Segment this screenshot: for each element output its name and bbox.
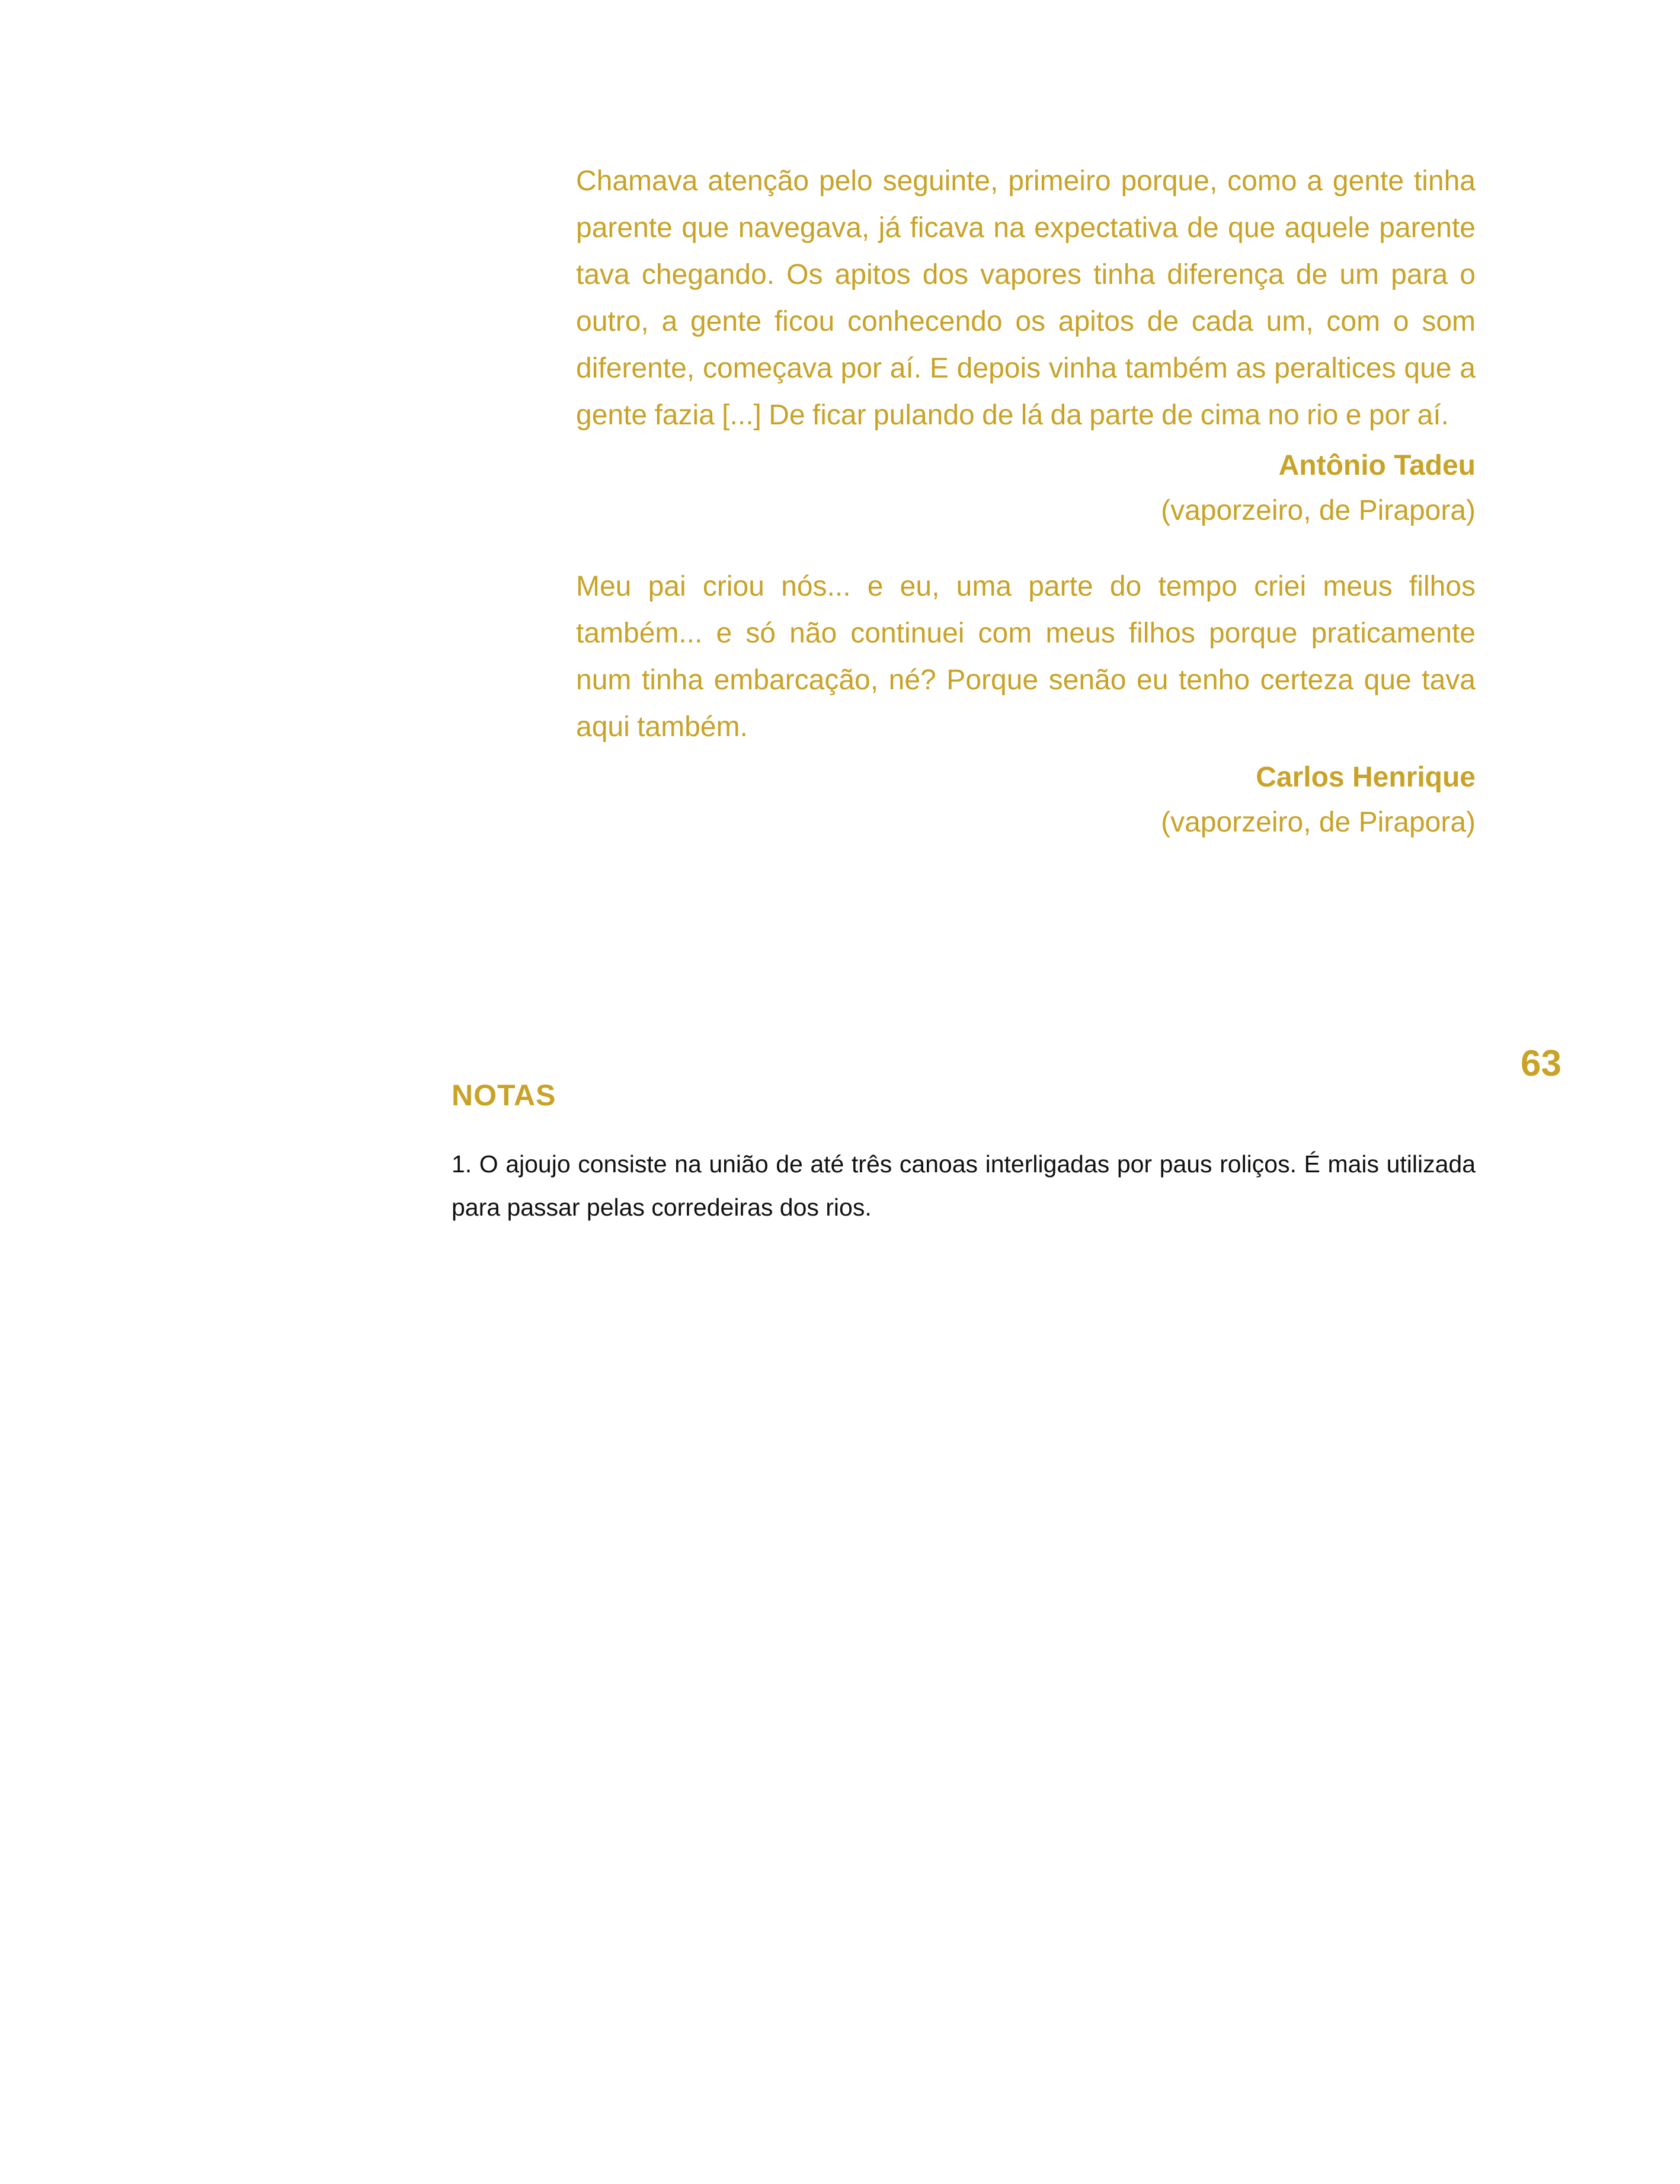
notes-heading: NOTAS — [452, 1079, 556, 1112]
testimonial-attribution — [576, 755, 1476, 845]
testimonial-author: Antônio Tadeu — [1278, 450, 1476, 481]
testimonial-author-role: (vaporzeiro, de Pirapora) — [1161, 495, 1476, 526]
testimonial-author-role: (vaporzeiro, de Pirapora) — [1161, 807, 1476, 838]
testimonial-text: Meu pai criou nós... e eu, uma parte do tempo criei meus filhos também... e só não continuei com meus filhos porque praticamente num tinha embarcação, né? Porque senão eu tenho certeza que tava aqui também. — [576, 571, 1476, 743]
footnote-item: 1. O ajoujo consiste na união de até três canoas interligadas por paus roliços. É mais utilizada para passar pelas corredeiras dos rios. — [452, 1150, 1476, 1221]
page-number: 63 — [1521, 1043, 1561, 1084]
testimonials-section — [576, 158, 1476, 845]
testimonial-2 — [576, 563, 1476, 845]
testimonial-text: Chamava atenção pelo seguinte, primeiro porque, como a gente tinha parente que navegava, já ficava na expectativa de que aquele parente tava chegando. Os apitos dos vapores tinha diferença de um para o outro, a gente ficou conhecendo os apitos de cada um, com o som diferente, começava por aí. E depois vinha também as peraltices que a gente fazia [...] De ficar pulando de lá da parte de cima no rio e por aí. — [576, 165, 1476, 431]
testimonial-attribution — [576, 443, 1476, 533]
testimonial-1 — [576, 158, 1476, 533]
testimonial-author: Carlos Henrique — [1256, 762, 1476, 793]
